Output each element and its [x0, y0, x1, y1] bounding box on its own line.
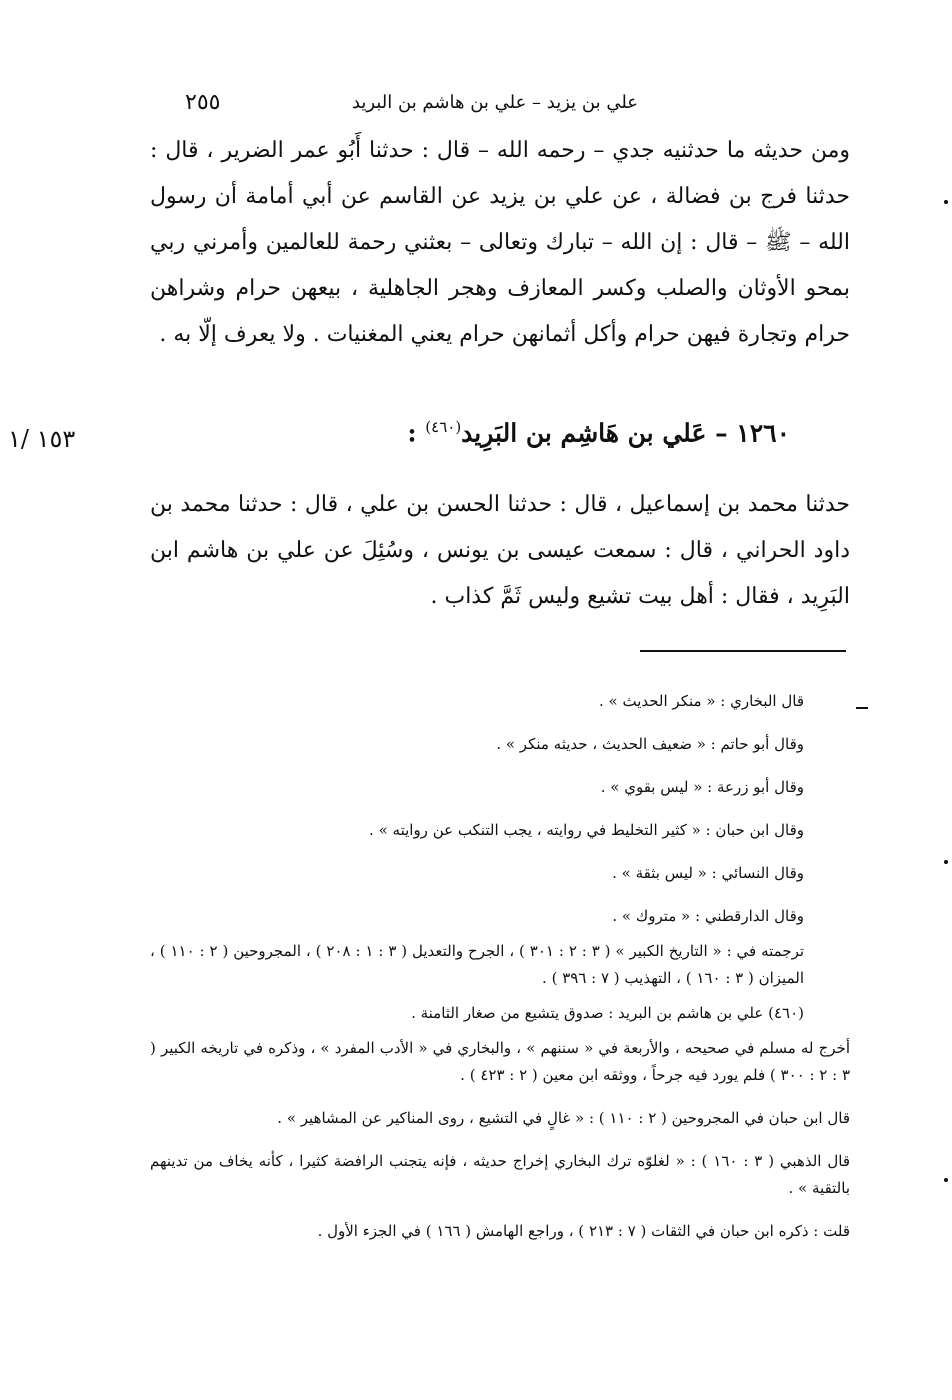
- footnote-line: قال الذهبي ( ٣ : ١٦٠ ) : « لغلوّه ترك البخاري إخراج حديثه ، فإنه يتجنب الرافضة كثيرا ، كأنه يخاف من تدينهم بالتقية » .: [150, 1152, 850, 1197]
- footnote-line: ترجمته في : « التاريخ الكبير » ( ٣ : ٢ : ٣٠١ ) ، الجرح والتعديل ( ٣ : ١ : ٢٠٨ ) ، المجروحين ( ٢ : ١١٠ ) ، الميزان ( ٣ : ١٦٠ ) ، التهذيب ( ٧ : ٣٩٦ ) .: [150, 942, 805, 987]
- entry-heading: [360, 418, 790, 447]
- margin-dash-mark: [856, 707, 868, 709]
- footnote-line: قال البخاري : « منكر الحديث » .: [598, 692, 804, 710]
- entry-heading-text: ١٢٦٠ – عَلي بن هَاشِم بن البَرِيد: [461, 418, 790, 448]
- paragraph: حدثنا محمد بن إسماعيل ، قال : حدثنا الحسن بن علي ، قال : حدثنا محمد بن داود الحراني ، قال : سمعت عيسى بن يونس ، وسُئِلَ عن علي بن هاشم ابن البَرِيد ، فقال : أهل بيت تشيع وليس ثَمَّ كذاب .: [150, 492, 850, 609]
- footnote-line: أخرج له مسلم في صحيحه ، والأربعة في « سننهم » ، والبخاري في « الأدب المفرد » ، وذكره في تاريخه الكبير ( ٣ : ٢ : ٣٠٠ ) فلم يورد فيه جرحاً ، ووثقه ابن معين ( ٢ : ٤٢٣ ) .: [150, 1039, 850, 1084]
- main-text-bottom: [150, 482, 850, 620]
- footnote-line: (٤٦٠) علي بن هاشم بن البريد : صدوق يتشيع من صغار الثامنة .: [411, 1004, 804, 1022]
- main-text-top: [150, 128, 850, 358]
- footnote-separator: [640, 650, 846, 652]
- footnote-line: وقال أبو زرعة : « ليس بقوي » .: [600, 778, 804, 796]
- footnote-line: وقال الدارقطني : « متروك » .: [612, 907, 804, 925]
- edge-dot-mark: [944, 1178, 948, 1182]
- edge-dot-mark: [944, 860, 948, 864]
- footnotes: [150, 688, 850, 1261]
- footnote-line: قلت : ذكره ابن حبان في الثقات ( ٧ : ٢١٣ ) ، وراجع الهامش ( ١٦٦ ) في الجزء الأول .: [317, 1222, 850, 1240]
- running-header-title: علي بن يزيد – علي بن هاشم بن البريد: [351, 92, 639, 113]
- heading-colon: :: [407, 418, 417, 448]
- footnote-line: وقال أبو حاتم : « ضعيف الحديث ، حديثه منكر » .: [496, 735, 804, 753]
- page-number: ٢٥٥: [185, 90, 221, 115]
- margin-reference: ١٥٣ /١: [8, 425, 76, 453]
- footnote-line: وقال ابن حبان : « كثير التخليط في روايته ، يجب التنكب عن روايته » .: [369, 821, 804, 839]
- footnote-mark: (٤٦٠): [425, 418, 462, 436]
- edge-dot-mark: [944, 200, 948, 204]
- footnote-line: قال ابن حبان في المجروحين ( ٢ : ١١٠ ) : « غالٍ في التشيع ، روى المناكير عن المشاهير » .: [277, 1109, 850, 1127]
- paragraph: ومن حديثه ما حدثنيه جدي – رحمه الله – قال : حدثنا أَبُو عمر الضرير ، قال : حدثنا فرج بن فضالة ، عن علي بن يزيد عن القاسم عن أبي أمامة أن رسول الله – ﷺ – قال : إن الله – تبارك وتعالى – بعثني رحمة للعالمين وأمرني ربي بمحو الأوثان والصلب وكسر المعازف وهجر الجاهلية ، بيعهن حرام وشراهن حرام وتجارة فيهن حرام وأكل أثمانهن حرام يعني المغنيات . ولا يعرف إلّا به .: [150, 138, 850, 347]
- footnote-line: وقال النسائي : « ليس بثقة » .: [612, 864, 804, 882]
